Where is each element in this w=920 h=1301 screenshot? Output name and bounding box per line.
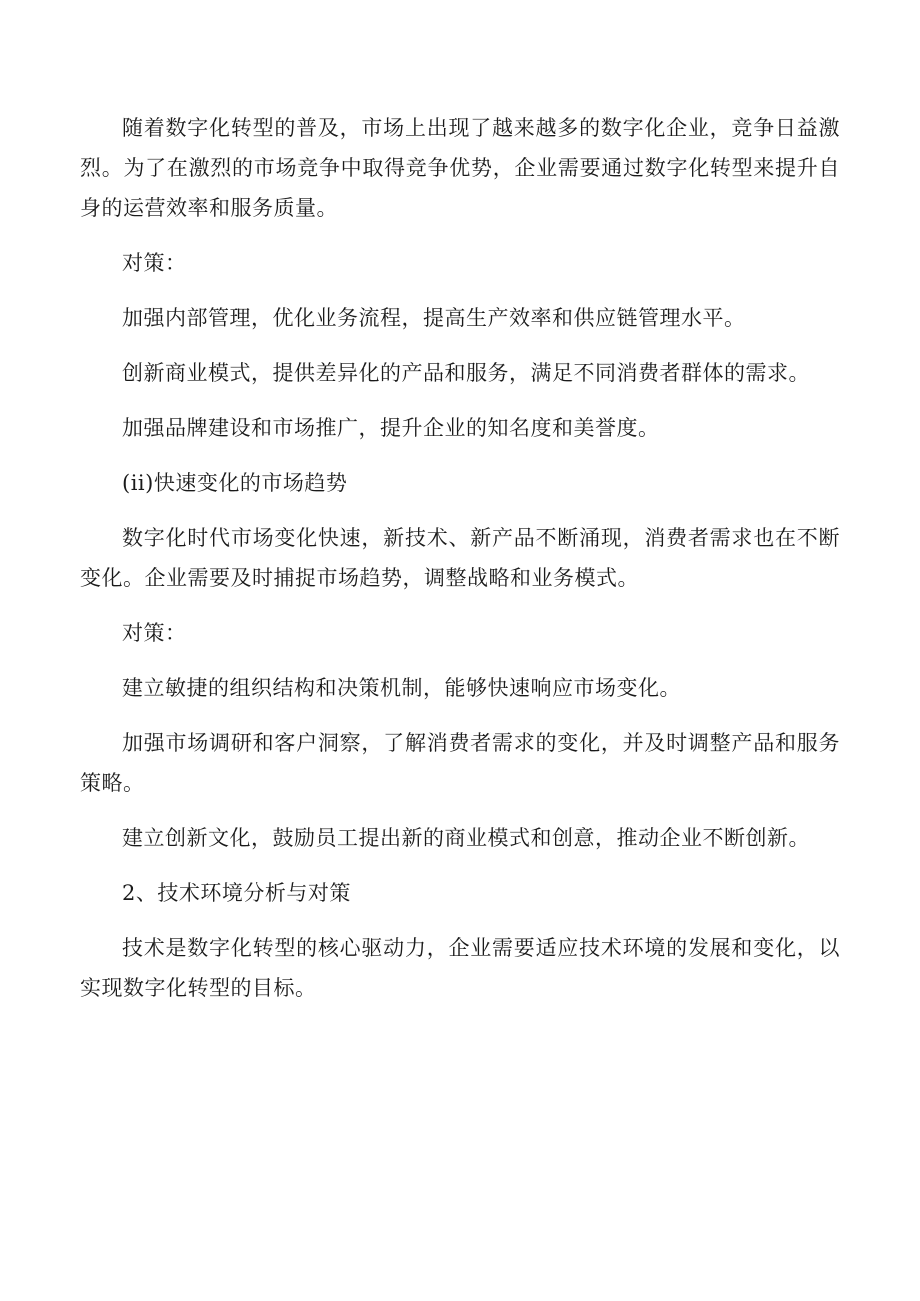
- paragraph-innovation-culture: 建立创新文化，鼓励员工提出新的商业模式和创意，推动企业不断创新。: [122, 826, 810, 850]
- paragraph-agile-organization: 建立敏捷的组织结构和决策机制，能够快速响应市场变化。: [122, 676, 681, 700]
- section-heading-market-trends: (ii)快速变化的市场趋势: [122, 471, 348, 495]
- paragraph-technology-driver: 技术是数字化转型的核心驱动力，企业需要适应技术环境的发展和变化，以实现数字化转型的目标。: [80, 936, 840, 1000]
- paragraph-market-change: 数字化时代市场变化快速，新技术、新产品不断涌现，消费者需求也在不断变化。企业需要及时捕捉市场趋势，调整战略和业务模式。: [80, 526, 840, 590]
- section-heading-technology-environment: 2、技术环境分析与对策: [122, 881, 351, 905]
- paragraph-market-research: 加强市场调研和客户洞察，了解消费者需求的变化，并及时调整产品和服务策略。: [80, 731, 840, 795]
- paragraph-internal-management: 加强内部管理，优化业务流程，提高生产效率和供应链管理水平。: [122, 306, 746, 330]
- paragraph-market-competition: 随着数字化转型的普及，市场上出现了越来越多的数字化企业，竞争日益激烈。为了在激烈的市场竞争中取得竞争优势，企业需要通过数字化转型来提升自身的运营效率和服务质量。: [80, 116, 840, 220]
- paragraph-countermeasures-heading-2: 对策：: [122, 621, 187, 645]
- document-body: [80, 108, 840, 1023]
- paragraph-brand-building: 加强品牌建设和市场推广，提升企业的知名度和美誉度。: [122, 416, 660, 440]
- paragraph-business-model-innovation: 创新商业模式，提供差异化的产品和服务，满足不同消费者群体的需求。: [122, 361, 810, 385]
- paragraph-countermeasures-heading: 对策：: [122, 251, 187, 275]
